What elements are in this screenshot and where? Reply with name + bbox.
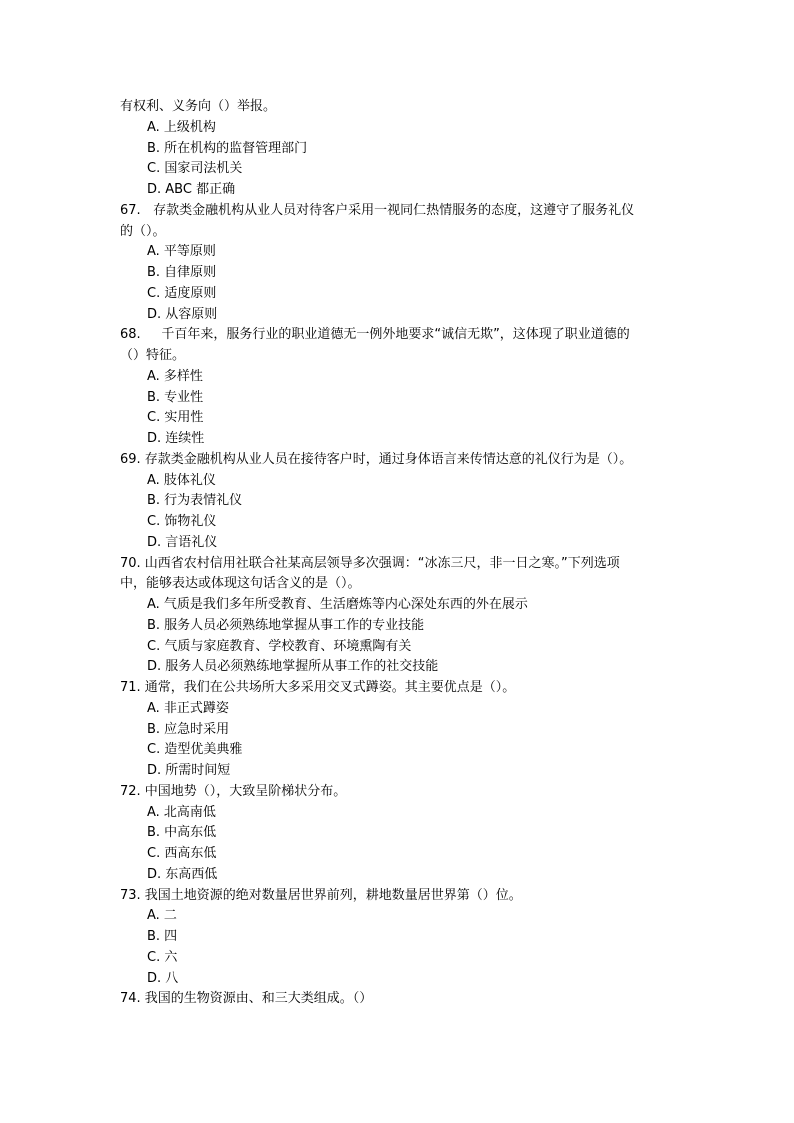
question-text: 中，能够表达或体现这句话含义的是（）。 xyxy=(120,576,361,592)
answer-option: A. 平等原则 xyxy=(147,244,216,260)
answer-option: D. ABC 都正确 xyxy=(147,182,236,197)
answer-option: A. 北高南低 xyxy=(147,804,216,820)
answer-option: C. 实用性 xyxy=(147,410,204,426)
answer-option: D. 服务人员必须熟练地掌握所从事工作的社交技能 xyxy=(147,659,439,675)
answer-option: B. 应急时采用 xyxy=(147,721,230,737)
answer-option: A. 上级机构 xyxy=(147,119,216,135)
answer-option: B. 所在机构的监督管理部门 xyxy=(147,140,308,156)
answer-option: D. 从容原则 xyxy=(147,306,218,322)
answer-option: A. 气质是我们多年所受教育、生活磨炼等内心深处东西的外在展示 xyxy=(147,597,528,612)
question-text: 有权利、义务向（）举报。 xyxy=(120,99,277,114)
answer-option: C. 饰物礼仪 xyxy=(147,514,217,529)
answer-option: A. 多样性 xyxy=(147,368,203,384)
question-text: 70. 山西省农村信用社联合社某高层领导多次强调：“冰冻三尺，非一日之寒。”下列选项 xyxy=(120,555,620,571)
answer-option: B. 专业性 xyxy=(147,389,204,405)
question-text: 71. 通常，我们在公共场所大多采用交叉式蹲姿。其主要优点是（）。 xyxy=(120,680,516,695)
answer-option: A. 肢体礼仪 xyxy=(147,472,216,488)
answer-option: B. 中高东低 xyxy=(147,825,217,841)
question-text: 67. 存款类金融机构从业人员对待客户采用一视同仁热情服务的态度，这遵守了服务礼仪 xyxy=(120,202,635,218)
question-text: 的（）。 xyxy=(120,223,166,239)
answer-option: B. 四 xyxy=(147,929,178,944)
answer-option: D. 所需时间短 xyxy=(147,763,231,778)
answer-option: D. 八 xyxy=(147,970,179,986)
question-text: （）特征。 xyxy=(120,348,186,363)
answer-option: D. 连续性 xyxy=(147,431,205,446)
answer-option: C. 适度原则 xyxy=(147,285,217,301)
answer-option: C. 国家司法机关 xyxy=(147,161,243,177)
question-text: 69. 存款类金融机构从业人员在接待客户时，通过身体语言来传情达意的礼仪行为是（）。 xyxy=(120,451,633,467)
answer-option: B. 行为表情礼仪 xyxy=(147,493,243,509)
answer-option: A. 二 xyxy=(147,908,177,924)
answer-option: A. 非正式蹲姿 xyxy=(147,700,229,716)
answer-option: D. 言语礼仪 xyxy=(147,534,218,550)
answer-option: C. 造型优美典雅 xyxy=(147,742,243,758)
question-text: 74. 我国的生物资源由、和三大类组成。（） xyxy=(120,991,373,1007)
answer-option: D. 东高西低 xyxy=(147,866,218,882)
question-text: 73. 我国土地资源的绝对数量居世界前列，耕地数量居世界第（）位。 xyxy=(120,887,522,903)
question-text: 72. 中国地势（），大致呈阶梯状分布。 xyxy=(120,783,347,799)
answer-option: B. 自律原则 xyxy=(147,265,217,280)
answer-option: B. 服务人员必须熟练地掌握从事工作的专业技能 xyxy=(147,617,425,633)
answer-option: C. 西高东低 xyxy=(147,846,217,861)
answer-option: C. 气质与家庭教育、学校教育、环境熏陶有关 xyxy=(147,638,412,654)
question-text: 68. 千百年来，服务行业的职业道德无一例外地要求“诚信无欺”，这体现了职业道德的 xyxy=(120,327,630,343)
answer-option: C. 六 xyxy=(147,949,178,965)
